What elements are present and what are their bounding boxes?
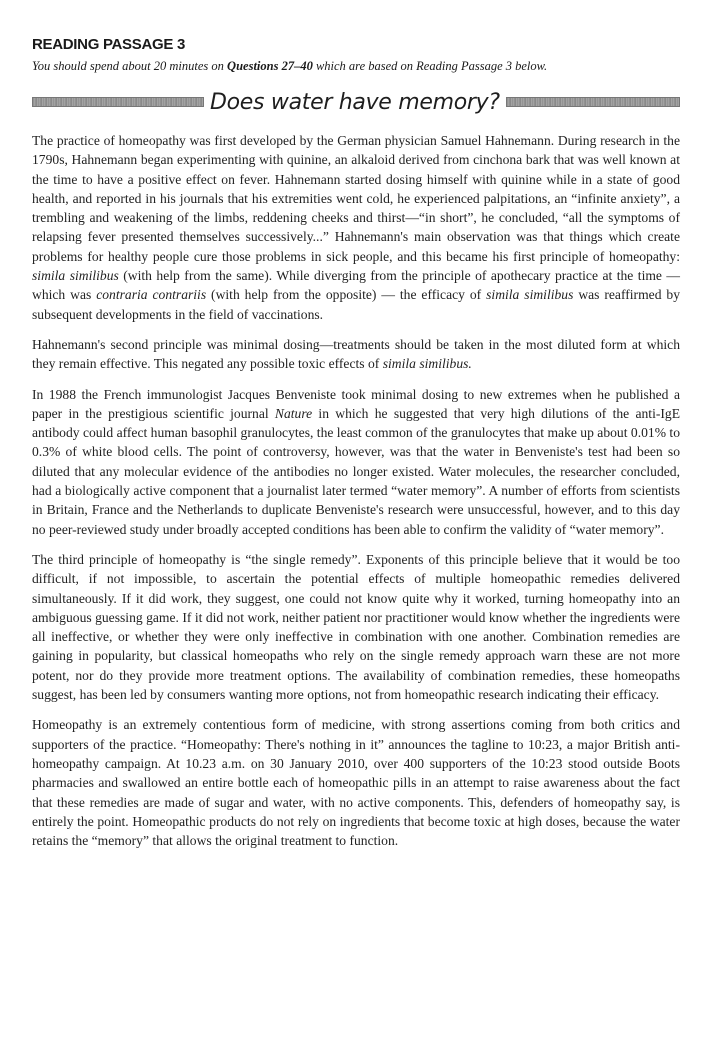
- passage-body: [32, 131, 680, 861]
- paragraph-2: [32, 335, 680, 374]
- paragraph-1: [32, 131, 680, 324]
- title-decoration-bar-left: [32, 97, 204, 107]
- italic-term: simila similibus.: [382, 356, 472, 372]
- italic-term: contraria contrariis: [96, 287, 207, 303]
- italic-term: simila similibus: [32, 268, 119, 284]
- instructions-text: You should spend about 20 minutes on: [32, 59, 228, 73]
- paragraph-text: In 1988 the French immunologist Jacques Benveniste took minimal dosing to new extremes when he published a paper in the prestigious scientific journal: [32, 386, 680, 421]
- paragraph-4: [32, 550, 680, 704]
- italic-term: Nature: [274, 405, 313, 421]
- instructions-text-end: which are based on Reading Passage 3 below.: [312, 59, 548, 73]
- paragraph-text: Hahnemann's second principle was minimal dosing—treatments should be taken in the most diluted form at which they remain effective. This negated any possible toxic effects of: [32, 336, 680, 372]
- paragraph-text: (with help from the opposite) — the efficacy of: [206, 287, 487, 303]
- paragraph-text: (with help from the same). While diverging from the principle of apothecary practice at the time — which was: [32, 268, 681, 303]
- paragraph-text: was reaffirmed by subsequent developments in the field of vaccinations.: [32, 287, 681, 322]
- paragraph-text: The practice of homeopathy was first developed by the German physician Samuel Hahnemann. During research in the 1790s, Hahnemann began experimenting with quinine, an alkaloid derived from cinchona bark that was well known at the time to have a positive effect on fever. Hahnemann started dosing himself with quinine while in a state of good health, and reported in his journals that his extremities went cold, he experienced palpitations, an “infinite anxiety”, a trembling and weakening of the limbs, reddening cheeks and thirst—“in short”, he concluded, “all the symptoms of relapsing fever presented themselves successively...” Hahnemann's main observation was that things which create problems for healthy people cure those problems in sick people, and this became his first principle of homeopathy:: [32, 133, 680, 264]
- questions-range: Questions 27–40: [227, 59, 313, 73]
- paragraph-text: Homeopathy is an extremely contentious form of medicine, with strong assertions coming from both critics and supporters of the practice. “Homeopathy: There's nothing in it” announces the tagline to 10:23, a major British anti-homeopathy campaign. At 10.23 a.m. on 30 January 2010, over 400 supporters of the 10:23 stood outside Boots pharmacies and swallowed an entire bottle each of homeopathic pills in an attempt to raise awareness about the fact that these remedies are made of sugar and water, with no active components. This, defenders of homeopathy say, is entirely the point. Homeopathic products do not rely on ingredients that become toxic at high doses, because the water retains the “memory” that allows the original treatment to function.: [32, 717, 680, 849]
- paragraph-text: in which he suggested that very high dilutions of the anti-IgE antibody could affect human basophil granulocytes, the least common of the granulocytes that make up about 0.01% to 0.3% of white blood cells. The point of controversy, however, was that the water in Benveniste's test had been so diluted that any molecular evidence of the antibodies no longer existed. Water molecules, the researcher concluded, had a biologically active component that a journalist later termed “water memory”. A number of efforts from scientists in Britain, France and the Netherlands to duplicate Benveniste's research were unsuccessful, however, and to this day no peer-reviewed study under broadly accepted conditions has been able to confirm the validity of “water memory”.: [32, 405, 680, 537]
- italic-term: simila similibus: [486, 287, 574, 303]
- paragraph-5: [32, 715, 680, 850]
- instructions: [32, 59, 547, 74]
- paragraph-3: [32, 385, 680, 539]
- title-decoration-bar-right: [506, 97, 680, 107]
- passage-title-row: [32, 88, 680, 116]
- passage-title: Does water have memory?: [210, 89, 500, 115]
- paragraph-text: The third principle of homeopathy is “the single remedy”. Exponents of this principle believe that it would be too difficult, if not impossible, to ascertain the potential effects of multiple homeopathic remedies delivered simultaneously. If it did work, they suggest, one could not know quite why it worked, turning homeopathy into an ambiguous guessing game. If it did not work, neither patient nor practitioner would know whether the ingredients were all ineffective, or whether they were only ineffective in combination with one another. Combination remedies are gaining in popularity, but classical homeopaths who rely on the single remedy approach warn these are not more potent, nor do they provide more treatment options. The availability of combination remedies, these homeopaths suggest, has been led by consumers wanting more options, not from homeopathic research indicating their efficacy.: [32, 551, 680, 703]
- section-heading: READING PASSAGE 3: [32, 36, 185, 53]
